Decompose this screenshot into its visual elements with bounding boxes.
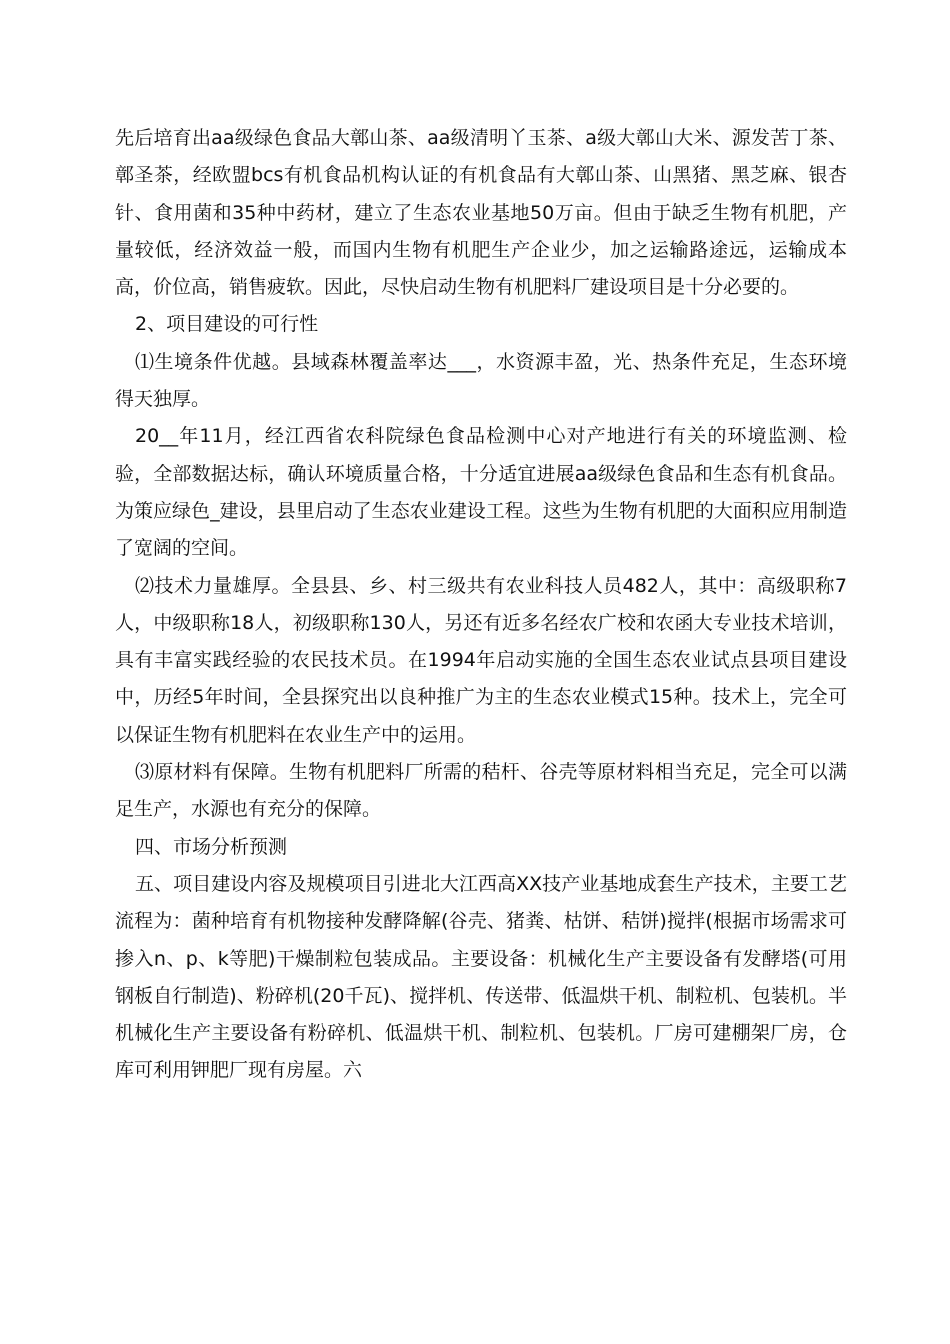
paragraph-crop-cultivation: 先后培育出aa级绿色食品大鄣山茶、aa级清明丫玉茶、a级大鄣山大米、源发苦丁茶、鄣圣茶，经欧盟bcs有机食品机构认证的有机食品有大鄣山茶、山黑猪、黑芝麻、银杏针、食用菌和35种中药材，建立了生态农业基地50万亩。但由于缺乏生物有机肥，产量较低，经济效益一般，而国内生物有机肥生产企业少，加之运输路途远，运输成本高，价位高，销售疲软。因此，尽快启动生物有机肥料厂建设项目是十分必要的。 (115, 127, 847, 299)
paragraph-technical-strength: ⑵技术力量雄厚。全县县、乡、村三级共有农业科技人员482人，其中：高级职称7人，中级职称18人，初级职称130人，另还有近多名经农广校和农函大专业技术培训，具有丰富实践经验的农民技术员。在1994年启动实施的全国生态农业试点县项目建设中，历经5年时间，全县探究出以良种推广为主的生态农业模式15种。技术上，完全可以保证生物有机肥料在农业生产中的运用。 (115, 574, 847, 746)
paragraph-construction-content: 五、项目建设内容及规模项目引进北大江西高XX技产业基地成套生产技术，主要工艺流程为：菌种培育有机物接种发酵降解(谷壳、猪粪、枯饼、秸饼)搅拌(根据市场需求可掺入n、p、k等肥)干燥制粒包装成品。主要设备：机械化生产主要设备有发酵塔(可用钢板自行制造)、粉碎机(20千瓦)、搅拌机、传送带、低温烘干机、制粒机、包装机。半机械化生产主要设备有粉碎机、低温烘干机、制粒机、包装机。厂房可建棚架厂房，仓库可利用钾肥厂现有房屋。六 (115, 872, 847, 1082)
paragraph-raw-materials: ⑶原材料有保障。生物有机肥料厂所需的秸杆、谷壳等原材料相当充足，完全可以满足生产，水源也有充分的保障。 (115, 761, 847, 821)
paragraph-environment-testing: 20__年11月，经江西省农科院绿色食品检测中心对产地进行有关的环境监测、检验，全部数据达标，确认环境质量合格，十分适宜进展aa级绿色食品和生态有机食品。为策应绿色_建设，县里启动了生态农业建设工程。这些为生物有机肥的大面积应用制造了宽阔的空间。 (115, 425, 847, 560)
paragraph-habitat-conditions: ⑴生境条件优越。县域森林覆盖率达___，水资源丰盈，光、热条件充足，生态环境得天独厚。 (115, 350, 847, 411)
section-heading-market-analysis: 四、市场分析预测 (135, 835, 288, 858)
section-heading-feasibility: 2、项目建设的可行性 (135, 313, 319, 336)
document-page (115, 120, 847, 1090)
